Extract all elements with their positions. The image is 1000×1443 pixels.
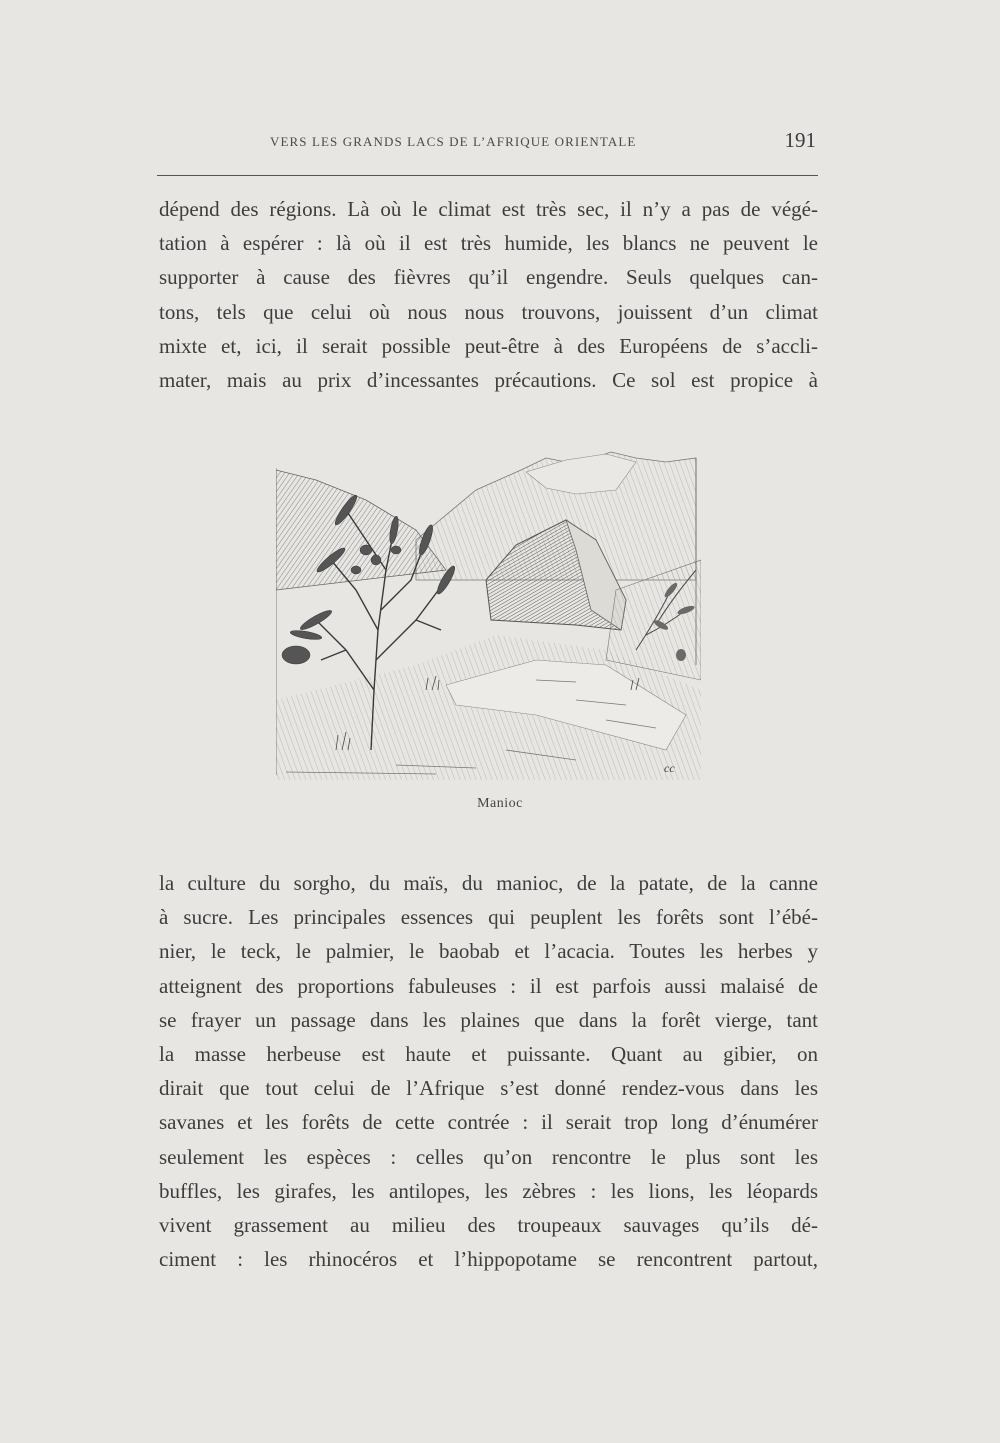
text-line: mater, mais au prix d’incessantes précautions. Ce sol est propice à — [159, 367, 818, 392]
page-number: 191 — [784, 128, 816, 152]
text-line: vivent grassement au milieu des troupeaux sauvages qu’ils dé- — [159, 1212, 818, 1237]
text-line: dépend des régions. Là où le climat est très sec, il n’y a pas de végé- — [159, 197, 818, 221]
text-line: mixte et, ici, il serait possible peut-être à des Européens de s’accli- — [159, 333, 818, 358]
text-line: tons, tels que celui où nous nous trouvons, jouissent d’un climat — [159, 299, 818, 324]
text-line: seulement les espèces : celles qu’on rencontre le plus sont les — [159, 1144, 818, 1169]
text-line: la culture du sorgho, du maïs, du manioc, de la patate, de la canne — [159, 871, 818, 895]
text-line: savanes et les forêts de cette contrée : il serait trop long d’énumérer — [159, 1110, 818, 1135]
text-line: dirait que tout celui de l’Afrique s’est donné rendez-vous dans les — [159, 1076, 818, 1101]
figure-caption: Manioc — [477, 796, 523, 811]
text-line: à sucre. Les principales essences qui peuplent les forêts sont l’ébé- — [159, 905, 818, 930]
text-line: nier, le teck, le palmier, le baobab et l’acacia. Toutes les herbes y — [159, 939, 818, 964]
manioc-illustration — [276, 450, 701, 780]
text-line: buffles, les girafes, les antilopes, les zèbres : les lions, les léopards — [159, 1178, 818, 1203]
header-rule — [157, 175, 818, 176]
text-line: la masse herbeuse est haute et puissante. Quant au gibier, on — [159, 1041, 818, 1066]
text-line: tation à espérer : là où il est très humide, les blancs ne peuvent le — [159, 231, 818, 256]
running-head — [160, 128, 820, 158]
text-line: supporter à cause des fièvres qu’il engendre. Seuls quelques can- — [159, 265, 818, 290]
text-line: se frayer un passage dans les plaines que dans la forêt vierge, tant — [159, 1007, 818, 1032]
paragraph-top — [159, 192, 818, 397]
text-line: atteignent des proportions fabuleuses : il est parfois aussi malaisé de — [159, 973, 818, 998]
paragraph-bottom — [159, 866, 818, 1276]
artist-signature: cc — [664, 761, 675, 775]
engraving-image — [276, 450, 701, 780]
text-line: ciment : les rhinocéros et l’hippopotame se rencontrent partout, — [159, 1247, 818, 1272]
running-title: VERS LES GRANDS LACS DE L’AFRIQUE ORIENTALE — [270, 134, 637, 149]
